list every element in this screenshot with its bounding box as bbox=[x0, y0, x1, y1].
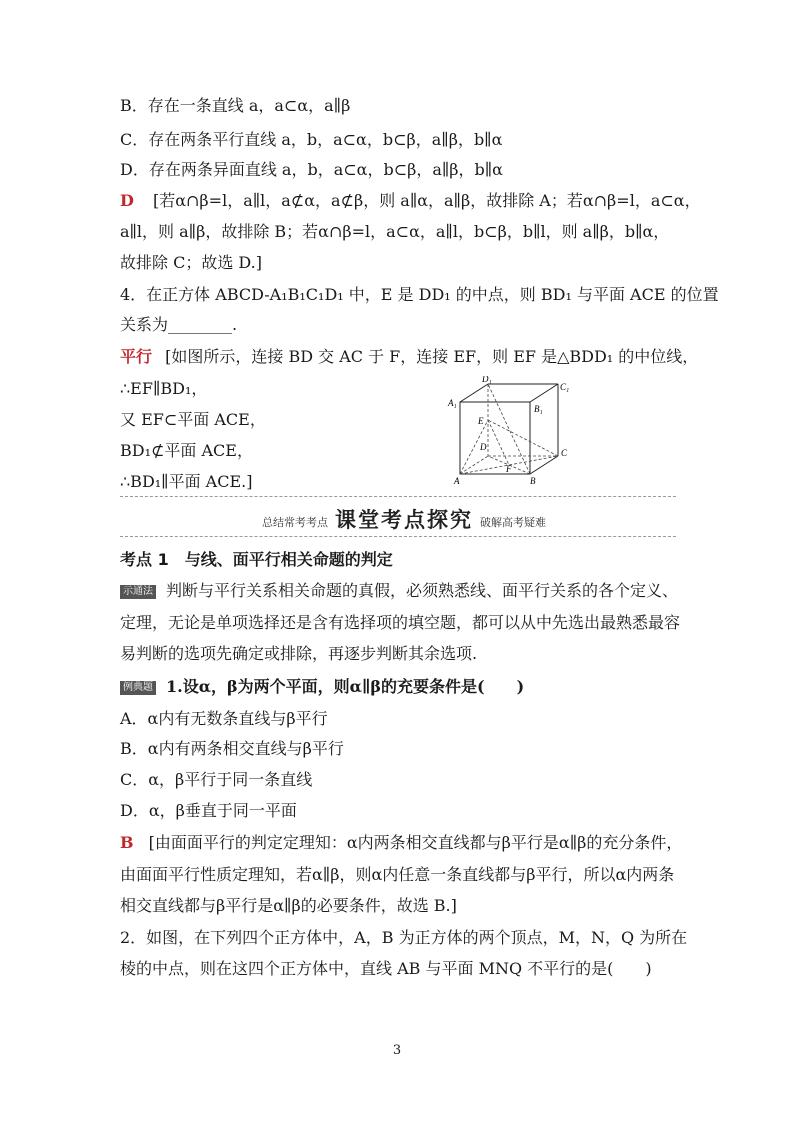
answer-text: [如图所示，连接 BD 交 AC 于 F，连接 EF，则 EF 是△BDD₁ 的中位线， bbox=[165, 347, 699, 366]
example-1-option-d: D．α，β垂直于同一平面 bbox=[120, 801, 297, 820]
example-stem-text: 1.设α，β为两个平面，则α∥β的充要条件是( ) bbox=[166, 677, 525, 696]
method-tag: 示通法 bbox=[120, 585, 156, 599]
label-a: A bbox=[454, 476, 460, 486]
answer-1-line-3: 故排除 C；故选 D.] bbox=[120, 253, 263, 272]
answer-1-line-2: a∥l，则 a∥β，故排除 B；若α∩β=l，a⊂α，a∥l，b⊂β，b∥l，则 a∥β，b∥α， bbox=[120, 222, 670, 241]
example-1-answer-line-2: 由面面平行性质定理知，若α∥β，则α内任意一条直线都与β平行，所以α内两条 bbox=[120, 865, 675, 884]
answer-text: [若α∩β=l，a∥l，a⊄α，a⊄β，则 a∥α，a∥β，故排除 A；若α∩β=l，a⊂α， bbox=[152, 191, 701, 210]
example-1-option-c: C．α，β平行于同一条直线 bbox=[120, 770, 313, 789]
label-a1: A₁ bbox=[448, 398, 457, 408]
answer-key: B bbox=[120, 833, 134, 852]
option-b: B．存在一条直线 a，a⊂α，a∥β bbox=[120, 96, 351, 115]
answer-4-line-5: ∴BD₁∥平面 ACE.] bbox=[120, 472, 253, 491]
method-line-2: 定理，无论是单项选择还是含有选择项的填空题，都可以从中先选出最熟悉最容 bbox=[120, 613, 681, 632]
banner-right: 破解高考疑难 bbox=[480, 516, 546, 529]
banner-left: 总结常考考点 bbox=[262, 516, 328, 529]
example-1-answer-line-1 bbox=[120, 832, 682, 854]
answer-4-line-2: ∴EF∥BD₁， bbox=[120, 379, 208, 398]
label-b1: B₁ bbox=[534, 404, 543, 414]
method-line-1 bbox=[120, 580, 678, 602]
method-text: 判断与平行关系相关命题的真假，必须熟悉线、面平行关系的各个定义、 bbox=[166, 581, 679, 600]
dashed-divider-bottom bbox=[120, 536, 676, 537]
answer-4-line-4: BD₁⊄平面 ACE， bbox=[120, 441, 253, 460]
answer-text: [由面面平行的判定定理知：α内两条相交直线都与β平行是α∥β的充分条件， bbox=[148, 833, 683, 852]
cube-diagram bbox=[446, 376, 576, 494]
option-c: C．存在两条平行直线 a，b，a⊂α，b⊂β，a∥β，b∥α bbox=[120, 130, 503, 149]
method-line-3: 易判断的选项先确定或排除，再逐步判断其余选项. bbox=[120, 644, 478, 663]
label-d1: D₁ bbox=[482, 376, 492, 384]
example-1-option-b: B．α内有两条相交直线与β平行 bbox=[120, 739, 344, 758]
answer-key: D bbox=[120, 191, 134, 210]
example-1-stem bbox=[120, 676, 524, 698]
dashed-divider-top bbox=[120, 496, 676, 497]
question-4-line-2: 关系为________. bbox=[120, 315, 238, 334]
example-tag: 例典题 bbox=[120, 681, 156, 695]
label-e: E bbox=[478, 416, 484, 426]
page-number: 3 bbox=[392, 1043, 402, 1058]
banner-title: 课堂考点探究 bbox=[335, 508, 473, 532]
answer-key: 平行 bbox=[120, 347, 153, 366]
example-1-option-a: A．α内有无数条直线与β平行 bbox=[120, 709, 328, 728]
label-c: C bbox=[561, 448, 568, 458]
section-banner bbox=[120, 502, 676, 534]
example-2-line-2: 棱的中点，则在这四个正方体中，直线 AB 与平面 MNQ 不平行的是( ) bbox=[120, 959, 652, 978]
section-title: 考点 1 与线、面平行相关命题的判定 bbox=[120, 550, 393, 569]
example-2-line-1: 2．如图，在下列四个正方体中，A，B 为正方体的两个顶点，M，N，Q 为所在 bbox=[120, 928, 688, 947]
answer-4-line-3: 又 EF⊂平面 ACE， bbox=[120, 410, 266, 429]
example-1-answer-line-3: 相交直线都与β平行是α∥β的必要条件，故选 B.] bbox=[120, 896, 457, 915]
label-f: F bbox=[506, 464, 512, 474]
answer-4-line-1 bbox=[120, 346, 698, 368]
label-d: D bbox=[480, 442, 487, 452]
answer-1-line-1 bbox=[120, 190, 701, 212]
question-4-line-1: 4．在正方体 ABCD-A₁B₁C₁D₁ 中，E 是 DD₁ 的中点，则 BD₁ 与平面 ACE 的位置 bbox=[120, 285, 719, 304]
label-c1: C₁ bbox=[560, 382, 570, 392]
option-d: D．存在两条异面直线 a，b，a⊂α，b⊂β，a∥β，b∥α bbox=[120, 160, 503, 179]
label-b: B bbox=[530, 476, 536, 486]
